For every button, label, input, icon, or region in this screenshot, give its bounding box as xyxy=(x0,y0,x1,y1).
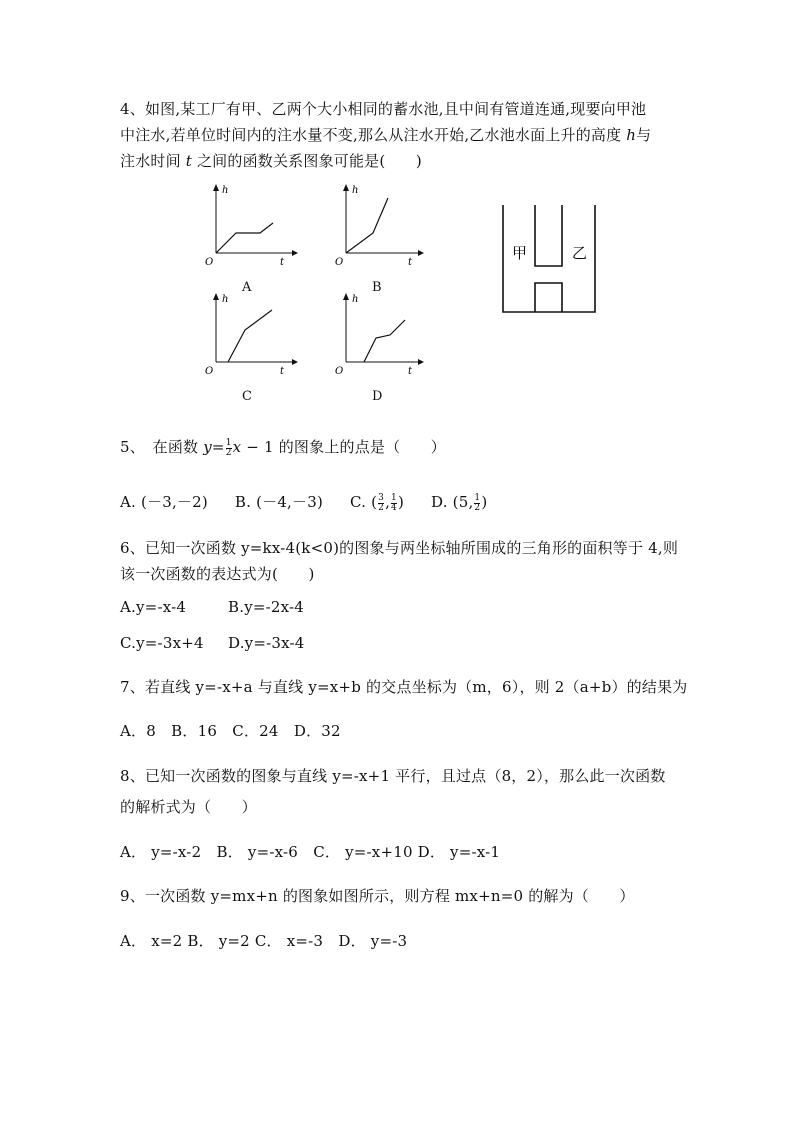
q6-option-c[interactable]: C.y=-3x+4 xyxy=(120,634,204,652)
q6-line-1: 6、已知一次函数 y=kx-4(k<0)的图象与两坐标轴所围成的三角形的面积等于 4,则 xyxy=(120,539,679,557)
q5-c-n1: 3 xyxy=(378,492,385,503)
graph-a-h-label: h xyxy=(222,185,229,196)
q4-var-t: t xyxy=(185,152,193,170)
q5-var-y: y xyxy=(203,438,212,456)
q5-option-c-frac2 xyxy=(391,494,397,513)
q7-stem: 7、若直线 y=-x+a 与直线 y=x+b 的交点坐标为（m，6），则 2（a+b）的结果为 xyxy=(120,678,688,696)
graph-d-label: D xyxy=(372,389,383,404)
q5-c-d1: 2 xyxy=(378,502,385,513)
q5-option-d[interactable] xyxy=(431,493,487,511)
q9-stem: 9、一次函数 y=mx+n 的图象如图所示，则方程 mx+n=0 的解为（ ） xyxy=(120,887,635,905)
q5-option-c-pre: C. ( xyxy=(350,493,378,511)
q5-c-n2: 1 xyxy=(391,492,397,503)
tank-diagram xyxy=(500,203,600,315)
q6-line-2: 该一次函数的表达式为( ) xyxy=(120,565,315,583)
q5-d-d: 2 xyxy=(474,502,481,513)
graph-a-label: A xyxy=(242,280,252,295)
q4-var-h: h xyxy=(626,126,637,144)
q5-frac-num: 1 xyxy=(225,437,232,448)
q5-fraction xyxy=(226,439,232,458)
q4-line-1: 4、如图,某工厂有甲、乙两个大小相同的蓄水池,且中间有管道连通,现要向甲池 xyxy=(120,100,647,118)
q8-line-2: 的解析式为（ ） xyxy=(120,798,257,816)
q6-option-b[interactable]: B.y=-2x-4 xyxy=(228,598,305,616)
graph-a-t-label: t xyxy=(280,257,285,268)
graph-d-origin: O xyxy=(335,366,344,377)
graph-c-t-label: t xyxy=(280,366,285,377)
graph-c-label: C xyxy=(242,389,252,404)
q5-stem xyxy=(120,436,446,458)
q4-line-3 xyxy=(120,150,422,171)
graph-d xyxy=(330,292,430,382)
q4-line-2b: 与 xyxy=(636,126,652,144)
q5-option-b[interactable]: B. (－4,－3) xyxy=(234,493,324,511)
graph-b-label: B xyxy=(372,280,382,295)
graph-a-origin: O xyxy=(205,257,214,268)
q5-options xyxy=(120,491,487,513)
q6-options-row-2 xyxy=(120,634,305,652)
q5-d-n: 1 xyxy=(474,492,481,503)
graph-b-h-label: h xyxy=(352,185,359,196)
q6-option-a[interactable]: A.y=-x-4 xyxy=(120,598,187,616)
q4-line-3b: 之间的函数关系图象可能是( ) xyxy=(192,152,422,170)
q5-option-d-pre: D. (5, xyxy=(431,493,474,511)
q4-line-2a: 中注水,若单位时间内的注水量不变,那么从注水开始,乙水池水面上升的高度 xyxy=(120,126,627,144)
q5-option-c-frac1 xyxy=(378,494,384,513)
q6-option-d[interactable]: D.y=-3x-4 xyxy=(228,634,305,652)
graph-b-origin: O xyxy=(335,257,344,268)
q4-line-3a: 注水时间 xyxy=(120,152,186,170)
q5-option-d-frac xyxy=(474,494,480,513)
q5-stem-b: − 1 的图象上的点是（ ） xyxy=(241,438,446,456)
q5-var-x: x xyxy=(232,438,242,456)
q5-option-c-post: ) xyxy=(397,493,405,511)
tank-right-label: 乙 xyxy=(572,244,588,262)
q5-option-c[interactable] xyxy=(350,493,404,511)
q5-eq: = xyxy=(211,438,225,456)
graph-d-t-label: t xyxy=(408,366,413,377)
q9-options[interactable]: A． x=2 B． y=2 C． x=-3 D． y=-3 xyxy=(120,932,408,950)
graph-b-t-label: t xyxy=(408,257,413,268)
q7-options[interactable]: A．8 B．16 C．24 D．32 xyxy=(120,722,341,740)
q8-options[interactable]: A． y=-x-2 B． y=-x-6 C． y=-x+10 D． y=-x-1 xyxy=(120,843,501,861)
q6-options-row-1 xyxy=(120,598,304,616)
q5-option-a[interactable]: A. (－3,－2) xyxy=(120,493,208,511)
q5-frac-den: 2 xyxy=(225,447,232,458)
q5-option-d-post: ) xyxy=(481,493,488,511)
graph-c-origin: O xyxy=(205,366,214,377)
q8-line-1: 8、已知一次函数的图象与直线 y=-x+1 平行，且过点（8，2），那么此一次函数 xyxy=(120,767,666,785)
graph-c-h-label: h xyxy=(222,294,229,305)
graph-b xyxy=(330,183,430,273)
q5-option-c-mid: , xyxy=(385,493,391,511)
q4-line-2 xyxy=(120,124,651,145)
q5-stem-a: 5、 在函数 xyxy=(120,438,204,456)
graph-d-h-label: h xyxy=(352,294,359,305)
graph-c xyxy=(200,292,300,382)
tank-left-label: 甲 xyxy=(512,244,528,262)
graph-a xyxy=(200,183,300,273)
q5-c-d2: 4 xyxy=(391,502,397,513)
